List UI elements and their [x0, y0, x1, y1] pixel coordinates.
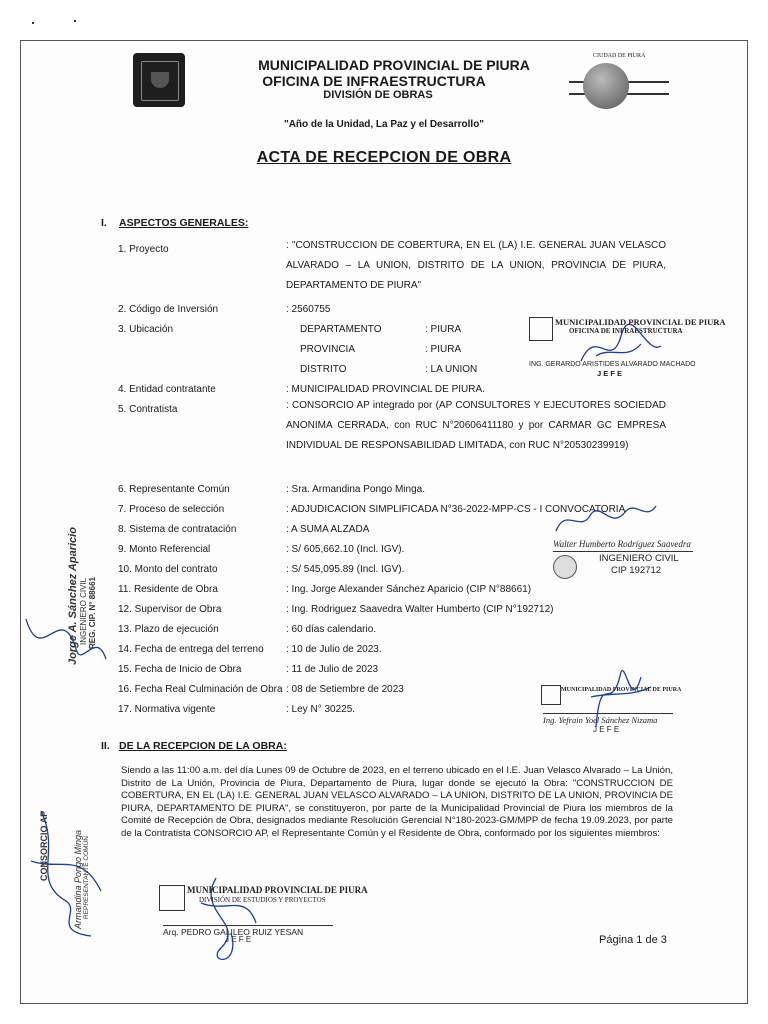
ubicacion-dist-label: DISTRITO — [300, 364, 347, 375]
item-value: : ADJUDICACION SIMPLIFICADA N°36-2022-MPP-CS - I CONVOCATORIA — [286, 504, 626, 515]
item-label: 12. Supervisor de Obra — [118, 604, 222, 615]
stamp-division-obras: MUNICIPALIDAD PROVINCIAL DE PIURA Ing. Yefrain Yoel Sánchez Nizama J E F E — [543, 687, 682, 734]
item-label: 11. Residente de Obra — [118, 584, 218, 595]
item-value: : S/ 545,095.89 (Incl. IGV). — [286, 564, 405, 575]
signature-jefe-infraestructura — [576, 316, 666, 376]
document-title: ACTA DE RECEPCION DE OBRA — [256, 149, 512, 166]
item-value: : 11 de Julio de 2023 — [286, 664, 379, 675]
item-value: : "CONSTRUCCION DE COBERTURA, EN EL (LA) I.E. GENERAL JUAN VELASCO ALVARADO – LA UNION, DISTRITO DE LA UNION, PROVINCIA DE PIURA, DEPARTAMENTO DE PIURA" — [286, 240, 666, 291]
item-value: : CONSORCIO AP integrado por (AP CONSULTORES Y EJECUTORES SOCIEDAD ANONIMA CERRADA, con RUC N°20606411180 y por CARMAR GC EMPRESA INDIVIDUAL DE RESPONSABILIDAD LIMITADA, con RUC N°20530239919) — [286, 400, 666, 451]
item-value: : Ing. Rodriguez Saavedra Walter Humberto (CIP N°192712) — [286, 604, 554, 615]
ubicacion-prov-label: PROVINCIA — [300, 344, 356, 355]
signature-jefe-division — [581, 657, 661, 737]
item-label: 16. Fecha Real Culminación de Obra — [118, 684, 283, 695]
item-value: : Ley N° 30225. — [286, 704, 356, 715]
item-label: 8. Sistema de contratación — [118, 524, 237, 535]
scan-mark — [32, 22, 34, 24]
item-value: : Sra. Armandina Pongo Minga. — [286, 484, 425, 495]
item-label: 3. Ubicación — [118, 324, 174, 335]
ubicacion-dep-label: DEPARTAMENTO — [300, 324, 382, 335]
item-label: 10. Monto del contrato — [118, 564, 218, 575]
stamp-representante: Armandina Pongo Minga REPRESENTANTE COMÚN — [73, 829, 90, 929]
item-value: : 2560755 — [286, 304, 331, 315]
signature-supervisor — [551, 496, 661, 541]
stamp-supervisor: Walter Humberto Rodríguez Saavedra INGENIERO CIVIL CIP 192712 — [549, 535, 699, 595]
item-value: : A SUMA ALZADA — [286, 524, 370, 535]
item-value: : 10 de Julio de 2023. — [286, 644, 382, 655]
stamp-residente: Jorge A. Sánchez Aparicio INGENIERO CIVIL REG. CIP. N° 88661 — [67, 527, 97, 665]
city-seal-logo: CIUDAD DE PIURA — [569, 53, 669, 113]
header-line-2: OFICINA DE INFRAESTRUCTURA — [262, 73, 486, 89]
item-label: 4. Entidad contratante — [118, 384, 216, 395]
stamp-consorcio: CONSORCIO AP — [39, 810, 49, 881]
stamp-estudios-proyectos: MUNICIPALIDAD PROVINCIAL DE PIURA DIVISIÓN DE ESTUDIOS Y PROYECTOS Arq. PEDRO GALILEO RUIZ YESAN J E F E — [159, 881, 379, 951]
item-value: : Ing. Jorge Alexander Sánchez Aparicio (CIP N°88661) — [286, 584, 532, 595]
item-label: 7. Proceso de selección — [118, 504, 225, 515]
header-line-3: DIVISIÓN DE OBRAS — [323, 89, 433, 101]
ubicacion-prov-value: : PIURA — [425, 344, 462, 355]
stamp-oficina-infraestructura: MUNICIPALIDAD PROVINCIAL DE PIURA OFICINA DE INFRAESTRUCTURA ING. GERARDO ARISTIDES ALVARADO MACHADO J E F E — [529, 317, 726, 378]
scan-mark — [74, 20, 76, 22]
item-label: 9. Monto Referencial — [118, 544, 211, 555]
item-label: 6. Representante Común — [118, 484, 230, 495]
item-label: 15. Fecha de Inicio de Obra — [118, 664, 242, 675]
document-page: MUNICIPALIDAD PROVINCIAL DE PIURA OFICINA DE INFRAESTRUCTURA DIVISIÓN DE OBRAS CIUDAD DE PIURA "Año de la Unidad, La Paz y el Desarrollo" ACTA DE RECEPCION DE OBRA I. ASPECTOS GENERALES: 1. Proyecto : "CONSTRUCCION DE COBERTURA, EN EL (LA) I.E. GENERAL JUAN VELASCO ALVARADO – LA UNION, DISTRITO DE LA UNION, PROVINCIA DE PIURA, DEPARTAMENTO DE PIURA" 2. Código de Inversión : 2560755 3. Ubicación DEPARTAMENTO : PIURA PROVINCIA : PIURA DISTRITO : LA UNION 4. Entidad contratante : MUNICIPALIDAD PROVINCIAL DE PIURA. 5. Contratista : CONSORCIO AP integrado por (AP CONSULTORES Y EJECUTORES SOCIEDAD ANONIMA CERRADA, con RUC N°20606411180 y por CARMAR GC EMPRESA INDIVIDUAL DE RESPONSABILIDAD LIMITADA, con RUC N°20530239919) 6. Representante Común : Sra. Armandina Pongo Minga. 7. Proceso de selección : ADJUDICACION SIMPLIFICADA N°36-2022-MPP-CS - I CONVOCATORIA 8. Sistema de contratación : A SUMA ALZADA 9. Monto Referencial : S/ 605,662.10 (Incl. IGV). 10. Monto del contrato : S/ 545,095.89 (Incl. IGV). 11. Residente de Obra : Ing. Jorge Alexander Sánchez Aparicio (CIP N°88661) 12. Supervisor de Obra : Ing. Rodriguez Saavedra Walter Humberto (CIP N°192712) 13. Plazo de ejecución : 60 días calendario. 14. Fecha de entrega del terreno : 10 de Julio de 2023. 15. Fecha de Inicio de Obra : 11 de Julio de 2023 16. Fecha Real Culminación de Obra : 08 de Setiembre de 2023 17. Normativa vigente : Ley N° 30225. II. DE LA RECEPCION DE LA OBRA: Siendo a las 11:00 a.m. del día Lunes 09 de Octubre de 2023, en el terreno ubicado en el I.E. Juan Velasco Alvarado – La Unión, Distrito de La Unión, Provincia de Piura, Departamento de Piura, lugar donde se ejecutó la Obra: "CONSTRUCCION DE COBERTURA, EN EL (LA) I.E. GENERAL JUAN VELASCO ALVARADO – LA UNION, DISTRITO DE LA UNION, PROVINCIA DE PIURA, DEPARTAMENTO DE PIURA", se constituyeron, por parte de la Municipalidad Provincial de Piura los miembros de la Comité de Recepción de Obra, designados mediante Resolución Gerencial N°180-2023-GM/MPP de fecha 19.09.2023, por parte de la Contratista CONSORCIO AP, el Representante Común y el Residente de Obra, conformado por los siguientes miembros: Página 1 de 3 MUNICIPALIDAD PROVINCIAL DE PIURA OFICINA DE INFRAESTRUCTURA ING. GERARDO ARISTIDES ALVARADO MACHADO J E F E Walter Humberto Rodríguez Saavedra INGENIERO CIVIL CIP 192712 MUNICIPALIDAD PROVINCIAL DE PIURA Ing. Yefrain Yoel Sánchez Nizama J E F E MUNICIPALIDAD PROVINCIAL DE PIURA DIVISIÓN DE ESTUDIOS Y PROYECTOS Arq. PEDRO GALILEO RUIZ YESAN J E F E Jorge A. Sánchez Aparicio INGENIERO CIVIL REG. CIP. N° 88661 Armandina Pongo Minga REPRESENTANTE COMÚN CONSORCIO AP — [20, 40, 748, 1004]
item-value: : MUNICIPALIDAD PROVINCIAL DE PIURA. — [286, 384, 485, 395]
item-value: : 60 días calendario. — [286, 624, 377, 635]
item-value: : S/ 605,662.10 (Incl. IGV). — [286, 544, 405, 555]
reception-paragraph: Siendo a las 11:00 a.m. del día Lunes 09 de Octubre de 2023, en el terreno ubicado en el I.E. Juan Velasco Alvarado – La Unión, Distrito de La Unión, Provincia de Piura, Departamento de Piura, lugar donde se ejecutó la Obra: "CONSTRUCCION DE COBERTURA, EN EL (LA) I.E. GENERAL JUAN VELASCO ALVARADO – LA UNION, DISTRITO DE LA UNION, PROVINCIA DE PIURA, DEPARTAMENTO DE PIURA", se constituyeron, por parte de la Municipalidad Provincial de Piura los miembros de la Comité de Recepción de Obra, designados mediante Resolución Gerencial N°180-2023-GM/MPP de fecha 19.09.2023, por parte de la Contratista CONSORCIO AP, el Representante Común y el Residente de Obra, conformado por los siguientes miembros: — [121, 765, 673, 839]
page-number: Página 1 de 3 — [599, 934, 667, 946]
item-label: 13. Plazo de ejecución — [118, 624, 219, 635]
ubicacion-dist-value: : LA UNION — [425, 364, 478, 375]
year-motto: "Año de la Unidad, La Paz y el Desarrollo" — [283, 119, 485, 130]
ubicacion-dep-value: : PIURA — [425, 324, 462, 335]
signature-residente — [21, 589, 111, 679]
item-label: 2. Código de Inversión — [118, 304, 219, 315]
item-value: : 08 de Setiembre de 2023 — [286, 684, 404, 695]
header-line-1: MUNICIPALIDAD PROVINCIAL DE PIURA — [258, 57, 530, 73]
item-label: 5. Contratista — [118, 404, 178, 415]
item-label: 1. Proyecto — [118, 244, 169, 255]
signature-representante — [21, 801, 111, 941]
item-label: 14. Fecha de entrega del terreno — [118, 644, 264, 655]
signature-estudios — [186, 873, 266, 973]
item-label: 17. Normativa vigente — [118, 704, 216, 715]
